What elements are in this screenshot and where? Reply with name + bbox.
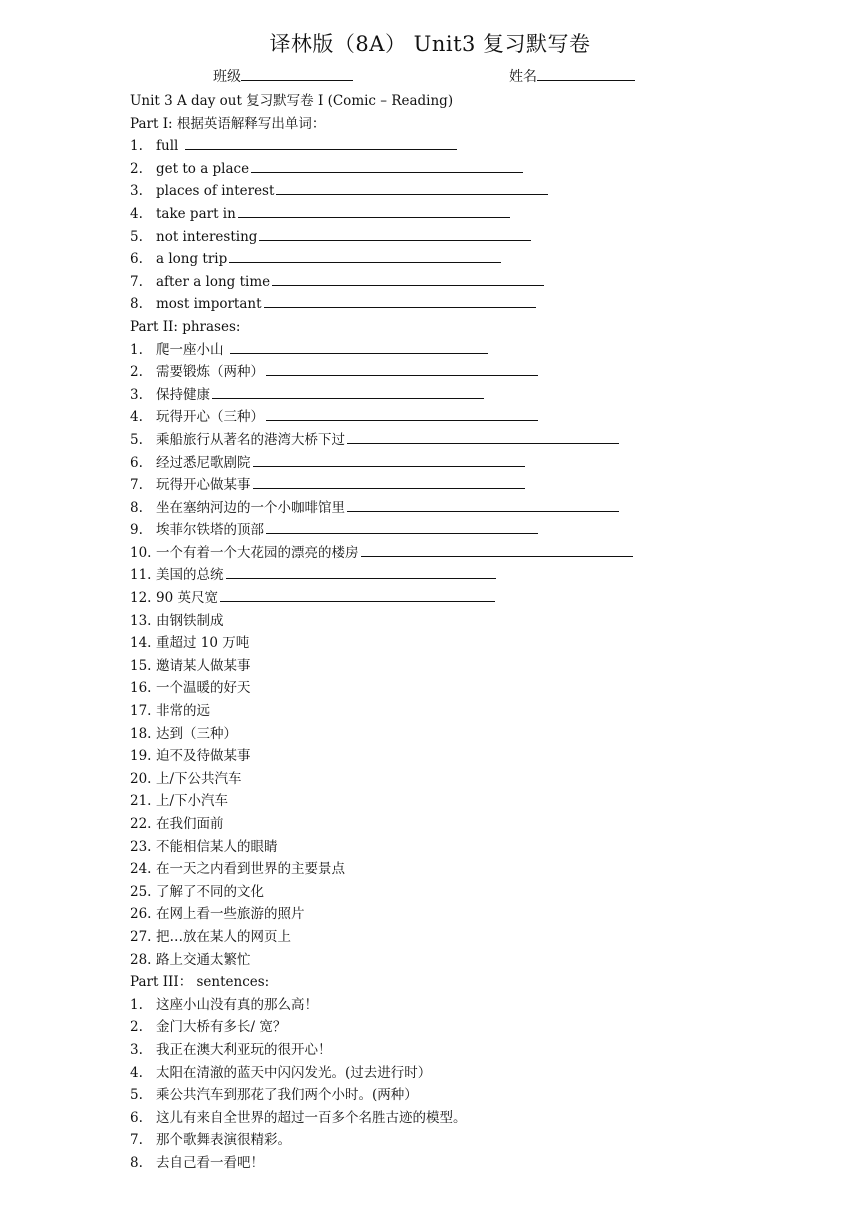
item-text: 坐在塞纳河边的一个小咖啡馆里 [156,499,345,516]
item-number: 19. [130,748,152,765]
part2-item [130,452,830,475]
part2-item [130,587,830,610]
item-number: 1. [130,341,143,358]
part2-heading: Part II: phrases: [130,318,241,335]
item-text: take part in [156,205,236,222]
item-text: 非常的远 [156,703,210,720]
part2-item [130,542,830,565]
item-number: 8. [130,1154,143,1171]
item-text: 我正在澳大利亚玩的很开心！ [156,1041,332,1058]
answer-blank[interactable] [347,429,619,444]
part3-item [130,1062,830,1085]
item-text: 邀请某人做某事 [156,657,251,674]
item-number: 1. [130,138,143,155]
item-text: 了解了不同的文化 [156,883,264,900]
item-number: 7. [130,1132,143,1149]
item-number: 21. [130,793,152,810]
item-text: 需要锻炼（两种） [156,364,264,381]
answer-blank[interactable] [229,248,501,263]
item-text: get to a place [156,160,250,177]
item-text: 迫不及待做某事 [156,748,251,765]
item-number: 5. [130,1087,143,1104]
part3-item [130,1016,830,1039]
item-number: 18. [130,725,152,742]
part2-item [130,474,830,497]
item-number: 5. [130,228,143,245]
item-text: 金门大桥有多长/ 宽？ [156,1019,287,1036]
part2-item [130,768,830,791]
answer-blank[interactable] [272,271,544,286]
item-number: 10. [130,544,152,561]
item-text: 太阳在清澈的蓝天中闪闪发光。(过去进行时） [156,1064,432,1081]
item-number: 5. [130,431,143,448]
answer-blank[interactable] [266,361,538,376]
part1-item [130,158,830,181]
part2-item [130,949,830,972]
item-text: 这儿有来自全世界的超过一百多个名胜古迹的模型。 [156,1109,467,1126]
answer-blank[interactable] [266,406,538,421]
answer-blank[interactable] [185,135,457,150]
item-number: 13. [130,612,152,629]
item-text: 玩得开心做某事 [156,477,251,494]
part2-item [130,903,830,926]
item-text: places of interest [156,183,275,200]
part2-item [130,564,830,587]
item-number: 7. [130,273,143,290]
class-blank[interactable] [241,66,353,81]
item-number: 4. [130,205,143,222]
answer-blank[interactable] [266,519,538,534]
item-number: 23. [130,838,152,855]
part2-item [130,836,830,859]
item-number: 3. [130,1041,143,1058]
item-text: 90 英尺宽 [156,590,218,607]
item-number: 6. [130,251,143,268]
part1-item [130,271,830,294]
unit-intro: Unit 3 A day out 复习默写卷 I (Comic – Reading) [130,93,454,109]
part2-item [130,926,830,949]
part2-item [130,677,830,700]
part2-item [130,429,830,452]
name-field [509,66,635,86]
part2-item [130,655,830,678]
answer-blank[interactable] [253,474,525,489]
page-title: 译林版（8A） Unit3 复习默写卷 [269,32,591,56]
item-text: 那个歌舞表演很精彩。 [156,1132,291,1149]
part2-item [130,723,830,746]
item-text: 这座小山没有真的那么高！ [156,996,318,1013]
answer-blank[interactable] [264,293,536,308]
item-number: 3. [130,386,143,403]
item-text: not interesting [156,228,258,245]
item-number: 6. [130,1109,143,1126]
item-number: 4. [130,409,143,426]
answer-blank[interactable] [212,384,484,399]
answer-blank[interactable] [253,452,525,467]
item-text: after a long time [156,273,271,290]
item-number: 26. [130,906,152,923]
item-number: 15. [130,657,152,674]
name-blank[interactable] [537,66,635,81]
part1-item [130,226,830,249]
item-number: 2. [130,1019,143,1036]
part2-item [130,813,830,836]
part1-item [130,248,830,271]
part2-item [130,745,830,768]
item-number: 8. [130,499,143,516]
part2-item [130,632,830,655]
item-text: 不能相信某人的眼睛 [156,838,278,855]
part2-item [130,700,830,723]
part2-item [130,406,830,429]
item-number: 11. [130,567,152,584]
item-number: 22. [130,816,152,832]
name-label: 姓名 [509,69,537,85]
item-text: 由钢铁制成 [156,612,224,629]
worksheet-content [130,90,830,1175]
item-text: a long trip [156,251,228,268]
student-info-row [0,66,860,88]
item-number: 28. [130,951,152,968]
item-number: 3. [130,183,143,200]
part3-item [130,1107,830,1130]
item-number: 2. [130,364,143,381]
part2-item [130,790,830,813]
item-text: full [156,138,183,155]
item-text: 玩得开心（三种） [156,409,264,426]
item-number: 24. [130,861,152,878]
item-text: 路上交通太繁忙 [156,951,251,968]
item-text: 在网上看一些旅游的照片 [156,906,305,923]
part1-item [130,135,830,158]
part2-item [130,881,830,904]
part3-list [130,994,830,1175]
item-text: most important [156,296,262,313]
part2-item [130,858,830,881]
answer-blank[interactable] [230,339,488,354]
item-number: 14. [130,635,152,652]
item-number: 12. [130,590,152,607]
item-text: 去自己看一看吧！ [156,1154,264,1171]
part1-heading: Part I: 根据英语解释写出单词： [130,115,326,132]
item-text: 一个温暖的好天 [156,680,251,697]
part2-item [130,384,830,407]
item-text: 经过悉尼歌剧院 [156,454,251,471]
part2-item [130,519,830,542]
part3-item [130,1039,830,1062]
item-number: 20. [130,770,152,787]
answer-blank[interactable] [259,226,531,241]
answer-blank[interactable] [226,564,496,579]
item-number: 6. [130,454,143,471]
part2-list [130,339,830,972]
item-text: 爬一座小山 [156,341,228,358]
class-label: 班级 [213,69,241,85]
answer-blank[interactable] [251,158,523,173]
part3-item [130,1152,830,1175]
part3-item [130,1129,830,1152]
answer-blank[interactable] [220,587,495,602]
answer-blank[interactable] [276,180,548,195]
item-text: 在我们面前 [156,816,224,832]
part1-list [130,135,830,316]
answer-blank[interactable] [347,497,619,512]
item-text: 把…放在某人的网页上 [156,928,291,945]
item-text: 上/下公共汽车 [156,770,242,787]
part2-item [130,361,830,384]
item-number: 4. [130,1064,143,1081]
part3-item [130,1084,830,1107]
item-number: 2. [130,160,143,177]
item-text: 乘船旅行从著名的港湾大桥下过 [156,431,345,448]
item-text: 达到（三种） [156,725,237,742]
item-text: 乘公共汽车到那花了我们两个小时。(两种） [156,1087,418,1104]
item-text: 埃菲尔铁塔的顶部 [156,522,264,539]
item-number: 7. [130,477,143,494]
item-number: 17. [130,703,152,720]
item-number: 16. [130,680,152,697]
answer-blank[interactable] [238,203,510,218]
item-text: 在一天之内看到世界的主要景点 [156,861,345,878]
item-text: 一个有着一个大花园的漂亮的楼房 [156,544,359,561]
part1-item [130,203,830,226]
part3-item [130,994,830,1017]
part2-item [130,610,830,633]
part1-item [130,180,830,203]
answer-blank[interactable] [361,542,633,557]
item-number: 25. [130,883,152,900]
item-number: 8. [130,296,143,313]
item-number: 1. [130,996,143,1013]
item-text: 上/下小汽车 [156,793,229,810]
part1-item [130,293,830,316]
item-text: 保持健康 [156,386,210,403]
item-text: 重超过 10 万吨 [156,635,250,652]
class-field [213,66,353,86]
item-number: 27. [130,928,152,945]
item-number: 9. [130,522,143,539]
part2-item [130,497,830,520]
part2-item [130,339,830,362]
part3-heading: Part III： sentences: [130,974,270,991]
item-text: 美国的总统 [156,567,224,584]
